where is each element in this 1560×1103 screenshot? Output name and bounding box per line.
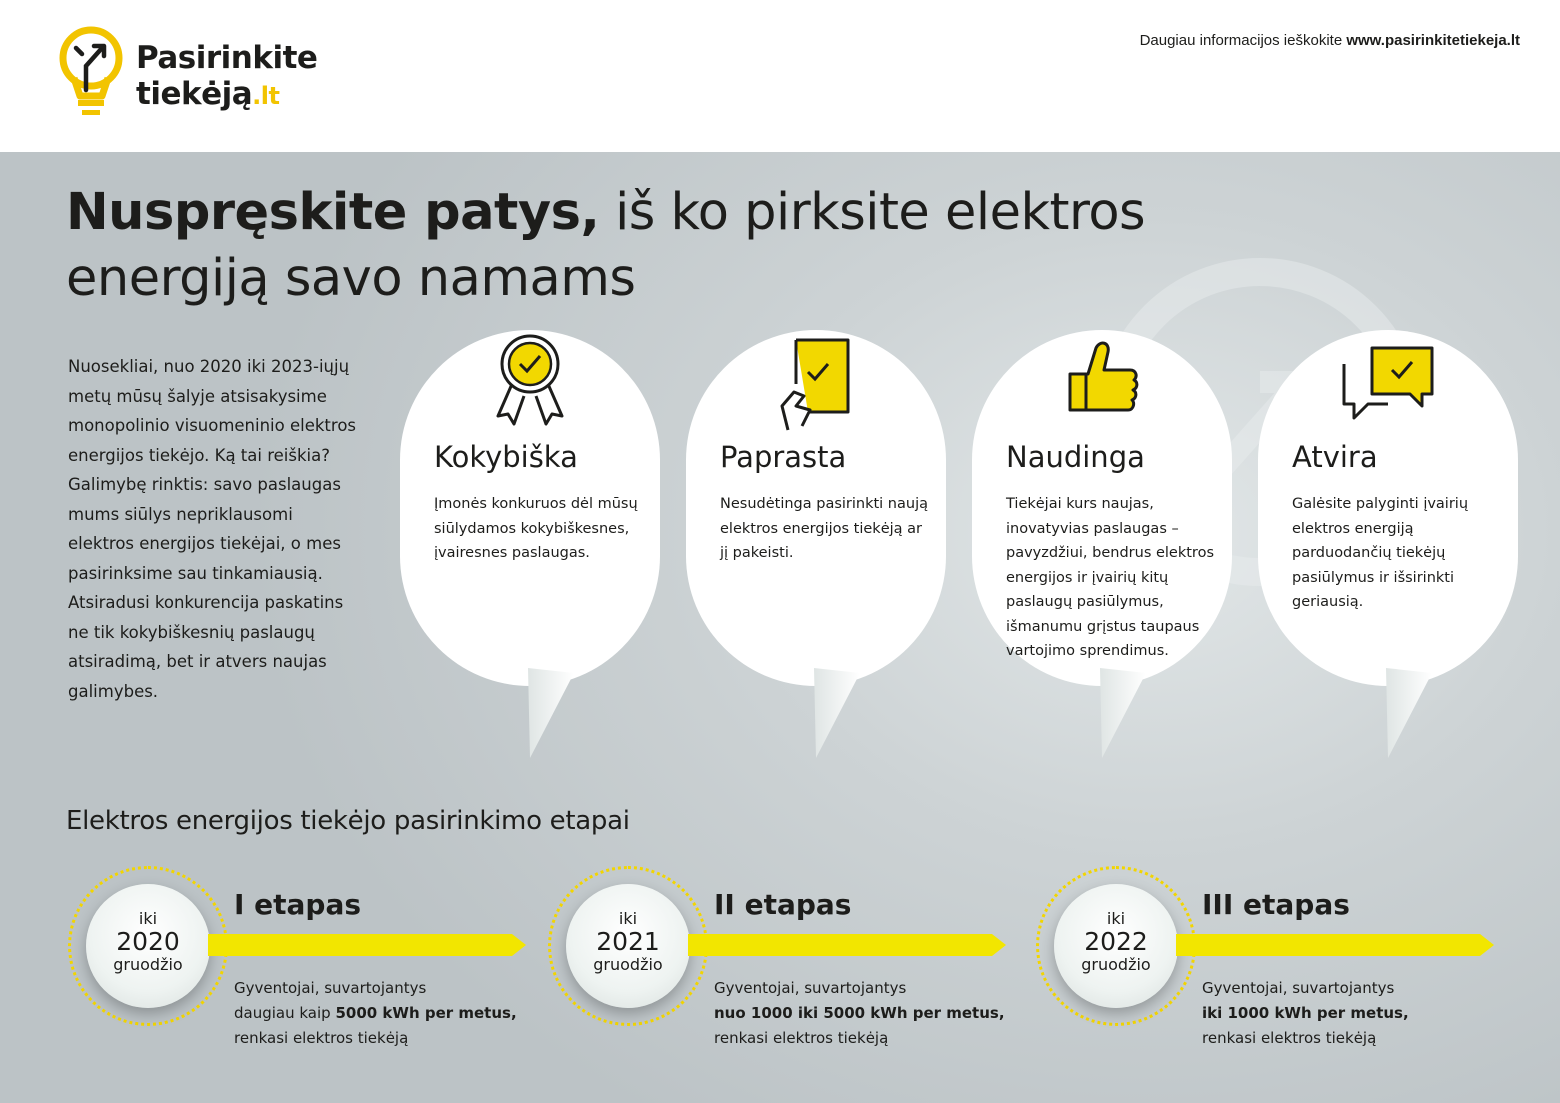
stage-name: II etapas: [714, 888, 852, 921]
logo-line1: Pasirinkite: [136, 40, 318, 76]
title-bold: Nuspręskite patys,: [66, 183, 600, 242]
benefit-card-quality: [398, 328, 662, 758]
stage-desc-line1: Gyventojai, suvartojantys: [234, 979, 427, 997]
timeline-arrow: [688, 932, 1008, 958]
stage-desc-line2-pre: daugiau kaip: [234, 1004, 336, 1022]
stages-heading: Elektros energijos tiekėjo pasirinkimo etapai: [66, 806, 630, 836]
info-url-link[interactable]: www.pasirinkitetiekeja.lt: [1346, 32, 1520, 49]
award-ribbon-icon: [398, 334, 662, 434]
chat-check-icon: [1256, 334, 1520, 434]
benefit-card-useful: [970, 328, 1234, 758]
card-title: Atvira: [1292, 440, 1378, 474]
stage-desc-line2-bold: 5000 kWh per metus,: [335, 1004, 517, 1022]
stage-desc-line3: renkasi elektros tiekėją: [234, 1029, 409, 1047]
stage-month: gruodžio: [593, 955, 663, 974]
logo-line2: tiekėją: [136, 76, 253, 112]
card-text: Galėsite palyginti įvairių elektros energiją parduodančių tiekėjų pasiūlymus ir išsirinkti geriausią.: [1292, 496, 1469, 610]
stage-month: gruodžio: [113, 955, 183, 974]
stage-desc-line1: Gyventojai, suvartojantys: [1202, 979, 1395, 997]
stage-desc-line3: renkasi elektros tiekėją: [714, 1029, 889, 1047]
title-line2: energiją savo namams: [66, 249, 636, 308]
stage-iki: iki: [618, 909, 638, 928]
title-rest: iš ko pirksite elektros: [599, 183, 1146, 242]
stage-desc-line3: renkasi elektros tiekėją: [1202, 1029, 1377, 1047]
timeline-arrow: [1176, 932, 1496, 958]
stage-desc-line2-bold: nuo 1000 iki 5000 kWh per metus,: [714, 1004, 1005, 1022]
stage-iki: iki: [138, 909, 158, 928]
stage-year: 2021: [596, 927, 660, 956]
info-line: [1140, 32, 1520, 49]
document-check-icon: [684, 334, 948, 434]
logo-text: [136, 40, 317, 114]
card-text: Įmonės konkuruos dėl mūsų siūlydamos kokybiškesnes, įvairesnes paslaugas.: [434, 496, 638, 561]
stage-date: [86, 910, 210, 974]
lightbulb-logo-icon: [58, 26, 124, 118]
stage-date: [566, 910, 690, 974]
page-title: [66, 180, 1145, 312]
stage-2: [548, 860, 1018, 1060]
info-prefix: Daugiau informacijos ieškokite: [1139, 32, 1347, 49]
stage-desc-line1: Gyventojai, suvartojantys: [714, 979, 907, 997]
stage-description: [234, 976, 534, 1051]
stage-description: [714, 976, 1014, 1051]
logo[interactable]: [58, 26, 338, 126]
stage-year: 2020: [116, 927, 180, 956]
stage-date: [1054, 910, 1178, 974]
card-text: Nesudėtinga pasirinkti naują elektros energijos tiekėją ar jį pakeisti.: [720, 496, 928, 561]
stage-3: [1036, 860, 1506, 1060]
thumbs-up-icon: [970, 334, 1234, 434]
card-title: Kokybiška: [434, 440, 578, 474]
stage-year: 2022: [1084, 927, 1148, 956]
stage-iki: iki: [1106, 909, 1126, 928]
card-text: Tiekėjai kurs naujas, inovatyvias paslaugas – pavyzdžiui, bendrus elektros energijos ir įvairių kitų paslaugų pasiūlymus, išmanumu grįstus taupaus vartojimo sprendimus.: [1006, 496, 1214, 659]
timeline-arrow: [208, 932, 528, 958]
page-header: [0, 0, 1560, 152]
benefit-card-simple: [684, 328, 948, 758]
intro-paragraph: Nuosekliai, nuo 2020 iki 2023-iųjų metų mūsų šalyje atsisakysime monopolinio visuomeninio elektros energijos tiekėjo. Ką tai reiškia? Galimybę rinktis: savo paslaugas mums siūlys nepriklausomi elektros energijos tiekėjai, o mes pasirinksime sau tinkamiausią. Atsiradusi konkurencija paskatins ne tik kokybiškesnių paslaugų atsiradimą, bet ir atvers naujas galimybes.: [68, 357, 357, 701]
stage-month: gruodžio: [1081, 955, 1151, 974]
stage-description: [1202, 976, 1502, 1051]
stage-desc-line2-bold: iki 1000 kWh per metus,: [1202, 1004, 1409, 1022]
benefit-card-open: [1256, 328, 1520, 758]
stage-1: [68, 860, 538, 1060]
stage-name: I etapas: [234, 888, 362, 921]
card-title: Naudinga: [1006, 440, 1145, 474]
logo-suffix: .lt: [252, 82, 280, 110]
stage-name: III etapas: [1202, 888, 1350, 921]
card-title: Paprasta: [720, 440, 847, 474]
